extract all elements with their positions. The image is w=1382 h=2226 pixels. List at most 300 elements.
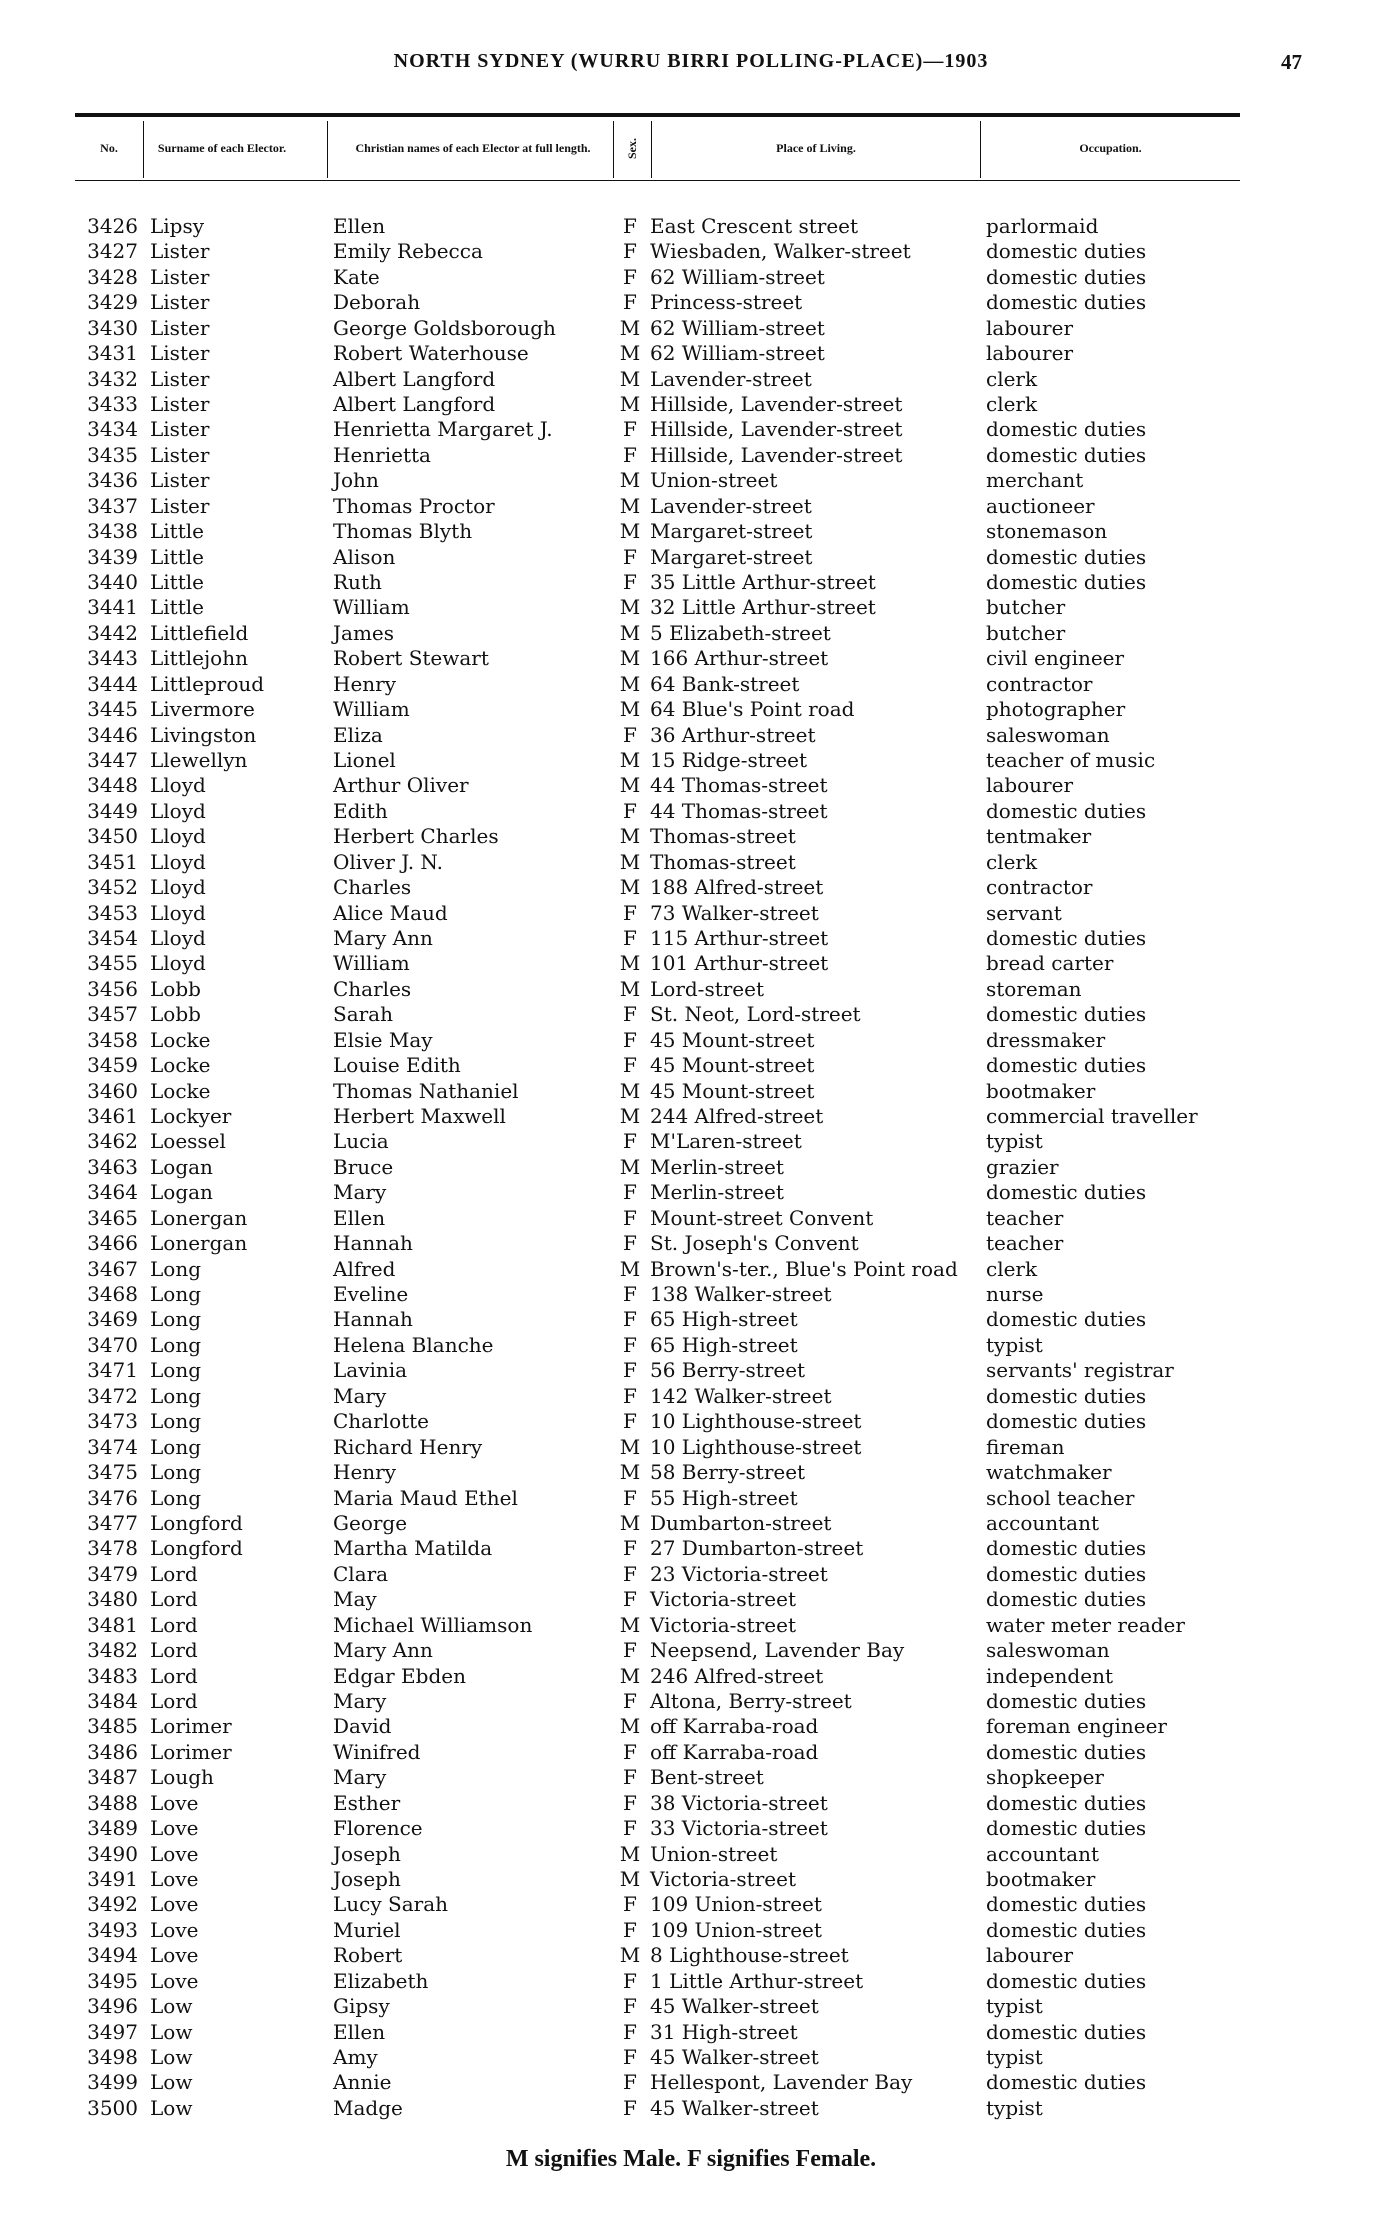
elector-place-of-living: Victoria-street <box>650 1612 796 1637</box>
elector-surname: Love <box>150 1917 199 1942</box>
elector-sex: M <box>619 824 641 849</box>
elector-christian-names: Gipsy <box>333 1994 390 2019</box>
elector-number: 3498 <box>87 2044 138 2069</box>
elector-sex: M <box>619 748 641 773</box>
elector-surname: Littlejohn <box>150 646 248 671</box>
elector-place-of-living: Lavender-street <box>650 366 812 391</box>
elector-occupation: tentmaker <box>986 824 1092 849</box>
elector-number: 3500 <box>87 2095 138 2120</box>
elector-surname: Lister <box>150 315 210 340</box>
elector-occupation: labourer <box>986 315 1074 340</box>
elector-surname: Lister <box>150 341 210 366</box>
table-row <box>0 748 1382 773</box>
elector-number: 3477 <box>87 1510 138 1535</box>
table-row <box>0 545 1382 570</box>
elector-place-of-living: Hillside, Lavender-street <box>650 442 903 467</box>
elector-sex: F <box>623 544 637 569</box>
elector-surname: Livermore <box>150 697 255 722</box>
elector-number: 3480 <box>87 1587 138 1612</box>
elector-christian-names: Herbert Maxwell <box>333 1104 506 1129</box>
table-row <box>0 977 1382 1002</box>
elector-number: 3488 <box>87 1790 138 1815</box>
elector-christian-names: William <box>333 595 410 620</box>
elector-christian-names: Mary <box>333 1688 387 1713</box>
elector-christian-names: Richard Henry <box>333 1434 483 1459</box>
elector-occupation: domestic duties <box>986 1688 1147 1713</box>
elector-christian-names: Henrietta <box>333 442 431 467</box>
elector-christian-names: Amy <box>333 2044 378 2069</box>
elector-number: 3495 <box>87 1968 138 1993</box>
elector-surname: Logan <box>150 1180 213 1205</box>
elector-place-of-living: 244 Alfred-street <box>650 1104 824 1129</box>
table-row <box>0 1333 1382 1358</box>
elector-occupation: domestic duties <box>986 1892 1147 1917</box>
elector-sex: M <box>619 493 641 518</box>
elector-occupation: butcher <box>986 595 1066 620</box>
elector-sex: F <box>623 2095 637 2120</box>
elector-place-of-living: Brown's-ter., Blue's Point road <box>650 1256 958 1281</box>
page-header <box>0 50 1382 80</box>
elector-occupation: domestic duties <box>986 798 1147 823</box>
elector-christian-names: Alice Maud <box>333 900 448 925</box>
elector-number: 3481 <box>87 1612 138 1637</box>
elector-place-of-living: East Crescent street <box>650 214 859 238</box>
elector-occupation: labourer <box>986 773 1074 798</box>
table-row <box>0 1536 1382 1561</box>
table-row <box>0 1053 1382 1078</box>
elector-number: 3489 <box>87 1816 138 1841</box>
column-header-surname: Surname of each Elector. <box>157 141 287 155</box>
elector-number: 3426 <box>87 214 138 238</box>
elector-christian-names: Thomas Nathaniel <box>333 1078 519 1103</box>
elector-occupation: domestic duties <box>986 1383 1147 1408</box>
elector-number: 3460 <box>87 1078 138 1103</box>
table-row <box>0 1002 1382 1027</box>
elector-surname: Lorimer <box>150 1739 232 1764</box>
table-row <box>0 468 1382 493</box>
elector-sex: F <box>623 1485 637 1510</box>
elector-sex: M <box>619 773 641 798</box>
elector-place-of-living: 33 Victoria-street <box>650 1816 828 1841</box>
elector-number: 3437 <box>87 493 138 518</box>
elector-surname: Lister <box>150 239 210 264</box>
elector-place-of-living: Lavender-street <box>650 493 812 518</box>
table-row <box>0 239 1382 264</box>
elector-surname: Lord <box>150 1587 198 1612</box>
elector-occupation: typist <box>986 1332 1043 1357</box>
table-row <box>0 1714 1382 1739</box>
elector-occupation: domestic duties <box>986 1180 1147 1205</box>
table-row <box>0 1435 1382 1460</box>
elector-sex: F <box>623 926 637 951</box>
elector-surname: Longford <box>150 1510 243 1535</box>
elector-sex: F <box>623 264 637 289</box>
elector-christian-names: Annie <box>333 2070 392 2095</box>
elector-sex: M <box>619 646 641 671</box>
elector-christian-names: William <box>333 951 410 976</box>
elector-occupation: labourer <box>986 1943 1074 1968</box>
elector-sex: F <box>623 2019 637 2044</box>
elector-place-of-living: 23 Victoria-street <box>650 1561 828 1586</box>
table-row <box>0 1994 1382 2019</box>
elector-occupation: school teacher <box>986 1485 1135 1510</box>
table-row <box>0 646 1382 671</box>
elector-occupation: domestic duties <box>986 1053 1147 1078</box>
elector-occupation: typist <box>986 1994 1043 2019</box>
elector-sex: F <box>623 1053 637 1078</box>
elector-number: 3469 <box>87 1307 138 1332</box>
elector-sex: F <box>623 900 637 925</box>
elector-occupation: teacher <box>986 1205 1064 1230</box>
elector-place-of-living: 65 High-street <box>650 1332 798 1357</box>
column-divider <box>327 121 328 178</box>
elector-surname: Long <box>150 1460 202 1485</box>
elector-surname: Lister <box>150 493 210 518</box>
elector-sex: F <box>623 1917 637 1942</box>
table-row <box>0 1892 1382 1917</box>
elector-sex: F <box>623 1282 637 1307</box>
table-row <box>0 723 1382 748</box>
elector-place-of-living: 65 High-street <box>650 1307 798 1332</box>
elector-sex: F <box>623 2070 637 2095</box>
elector-number: 3493 <box>87 1917 138 1942</box>
elector-surname: Lipsy <box>150 214 205 238</box>
elector-surname: Love <box>150 1816 199 1841</box>
elector-place-of-living: 188 Alfred-street <box>650 875 824 900</box>
elector-christian-names: Robert Stewart <box>333 646 489 671</box>
elector-number: 3450 <box>87 824 138 849</box>
elector-place-of-living: M'Laren-street <box>650 1129 802 1154</box>
table-row <box>0 1180 1382 1205</box>
elector-christian-names: Winifred <box>333 1739 421 1764</box>
table-row <box>0 1409 1382 1434</box>
elector-occupation: parlormaid <box>986 214 1099 238</box>
elector-christian-names: Ellen <box>333 1205 386 1230</box>
elector-surname: Longford <box>150 1536 243 1561</box>
table-row <box>0 1842 1382 1867</box>
column-header-no: No. <box>100 141 118 155</box>
elector-place-of-living: 62 William-street <box>650 315 825 340</box>
table-row <box>0 1384 1382 1409</box>
elector-sex: F <box>623 1002 637 1027</box>
elector-number: 3438 <box>87 519 138 544</box>
elector-surname: Lonergan <box>150 1205 248 1230</box>
elector-sex: F <box>623 1790 637 1815</box>
elector-number: 3487 <box>87 1765 138 1790</box>
elector-surname: Lloyd <box>150 900 206 925</box>
elector-sex: M <box>619 1943 641 1968</box>
elector-sex: F <box>623 1968 637 1993</box>
elector-occupation: saleswoman <box>986 1638 1110 1663</box>
elector-place-of-living: Bent-street <box>650 1765 764 1790</box>
elector-sex: F <box>623 1816 637 1841</box>
table-row <box>0 1664 1382 1689</box>
elector-surname: Little <box>150 595 204 620</box>
table-row <box>0 1231 1382 1256</box>
elector-number: 3490 <box>87 1841 138 1866</box>
elector-surname: Long <box>150 1307 202 1332</box>
elector-surname: Lloyd <box>150 773 206 798</box>
elector-sex: F <box>623 2044 637 2069</box>
table-row <box>0 850 1382 875</box>
elector-surname: Little <box>150 544 204 569</box>
table-row <box>0 1104 1382 1129</box>
elector-sex: F <box>623 722 637 747</box>
elector-occupation: bootmaker <box>986 1866 1096 1891</box>
elector-surname: Lloyd <box>150 824 206 849</box>
elector-christian-names: Eliza <box>333 722 383 747</box>
elector-sex: M <box>619 1104 641 1129</box>
elector-place-of-living: 10 Lighthouse-street <box>650 1434 862 1459</box>
elector-number: 3440 <box>87 570 138 595</box>
elector-surname: Lloyd <box>150 875 206 900</box>
table-row <box>0 1486 1382 1511</box>
elector-christian-names: Mary <box>333 1383 387 1408</box>
elector-sex: M <box>619 671 641 696</box>
elector-place-of-living: 138 Walker-street <box>650 1282 832 1307</box>
table-row <box>0 2070 1382 2095</box>
elector-place-of-living: 166 Arthur-street <box>650 646 829 671</box>
elector-christian-names: Alfred <box>333 1256 396 1281</box>
elector-christian-names: James <box>333 620 395 645</box>
elector-place-of-living: St. Neot, Lord-street <box>650 1002 861 1027</box>
elector-surname: Low <box>150 1994 193 2019</box>
elector-place-of-living: Margaret-street <box>650 519 813 544</box>
elector-occupation: accountant <box>986 1510 1100 1535</box>
elector-occupation: contractor <box>986 875 1093 900</box>
table-row <box>0 1740 1382 1765</box>
elector-number: 3444 <box>87 671 138 696</box>
elector-christian-names: Joseph <box>333 1866 401 1891</box>
table-row <box>0 1969 1382 1994</box>
elector-sex: M <box>619 1714 641 1739</box>
elector-number: 3434 <box>87 417 138 442</box>
elector-christian-names: Thomas Proctor <box>333 493 495 518</box>
elector-christian-names: Sarah <box>333 1002 393 1027</box>
table-row <box>0 621 1382 646</box>
elector-christian-names: Albert Langford <box>333 366 496 391</box>
elector-sex: F <box>623 798 637 823</box>
elector-occupation: clerk <box>986 366 1038 391</box>
page-title: NORTH SYDNEY (WURRU BIRRI POLLING-PLACE)—1903 <box>393 50 989 72</box>
elector-place-of-living: 5 Elizabeth-street <box>650 620 831 645</box>
elector-occupation: civil engineer <box>986 646 1125 671</box>
elector-place-of-living: Union-street <box>650 468 778 493</box>
elector-occupation: domestic duties <box>986 417 1147 442</box>
elector-occupation: domestic duties <box>986 544 1147 569</box>
elector-place-of-living: 15 Ridge-street <box>650 748 808 773</box>
elector-christian-names: Eveline <box>333 1282 409 1307</box>
table-row <box>0 1079 1382 1104</box>
elector-surname: Lonergan <box>150 1231 248 1256</box>
elector-christian-names: William <box>333 697 410 722</box>
table-row <box>0 1129 1382 1154</box>
elector-christian-names: May <box>333 1587 377 1612</box>
table-row <box>0 1791 1382 1816</box>
elector-place-of-living: 45 Walker-street <box>650 2044 819 2069</box>
elector-place-of-living: 10 Lighthouse-street <box>650 1409 862 1434</box>
elector-christian-names: Lionel <box>333 748 396 773</box>
column-header-occupation: Occupation. <box>1079 141 1142 155</box>
elector-christian-names: Muriel <box>333 1917 401 1942</box>
elector-occupation: bread carter <box>986 951 1114 976</box>
elector-christian-names: Ellen <box>333 2019 386 2044</box>
elector-number: 3484 <box>87 1688 138 1713</box>
elector-occupation: domestic duties <box>986 290 1147 315</box>
elector-surname: Lord <box>150 1638 198 1663</box>
elector-place-of-living: Mount-street Convent <box>650 1205 874 1230</box>
elector-surname: Little <box>150 570 204 595</box>
elector-occupation: typist <box>986 2044 1043 2069</box>
elector-sex: M <box>619 1434 641 1459</box>
table-row <box>0 875 1382 900</box>
elector-number: 3441 <box>87 595 138 620</box>
elector-occupation: watchmaker <box>986 1460 1112 1485</box>
elector-surname: Lister <box>150 392 210 416</box>
elector-place-of-living: Hellespont, Lavender Bay <box>650 2070 913 2095</box>
elector-occupation: merchant <box>986 468 1084 493</box>
elector-place-of-living: 73 Walker-street <box>650 900 819 925</box>
elector-christian-names: Elizabeth <box>333 1968 429 1993</box>
table-row <box>0 799 1382 824</box>
elector-occupation: foreman engineer <box>986 1714 1167 1739</box>
elector-surname: Love <box>150 1841 199 1866</box>
elector-christian-names: Charles <box>333 976 412 1001</box>
elector-surname: Littlefield <box>150 620 249 645</box>
elector-sex: M <box>619 620 641 645</box>
elector-place-of-living: 109 Union-street <box>650 1917 822 1942</box>
elector-occupation: domestic duties <box>986 1816 1147 1841</box>
elector-number: 3433 <box>87 392 138 416</box>
elector-number: 3497 <box>87 2019 138 2044</box>
elector-place-of-living: 31 High-street <box>650 2019 798 2044</box>
column-header-sex-label: Sex. <box>625 138 639 159</box>
elector-number: 3466 <box>87 1231 138 1256</box>
elector-christian-names: Robert <box>333 1943 403 1968</box>
elector-number: 3429 <box>87 290 138 315</box>
elector-place-of-living: 45 Walker-street <box>650 2095 819 2120</box>
elector-sex: F <box>623 1536 637 1561</box>
table-row <box>0 1257 1382 1282</box>
elector-place-of-living: Lord-street <box>650 976 765 1001</box>
table-row <box>0 1282 1382 1307</box>
elector-christian-names: Maria Maud Ethel <box>333 1485 518 1510</box>
elector-sex: F <box>623 239 637 264</box>
elector-sex: F <box>623 1409 637 1434</box>
table-row <box>0 1689 1382 1714</box>
table-row <box>0 1511 1382 1536</box>
table-row <box>0 1867 1382 1892</box>
elector-christian-names: George <box>333 1510 408 1535</box>
elector-occupation: commercial traveller <box>986 1104 1198 1129</box>
elector-number: 3436 <box>87 468 138 493</box>
table-row <box>0 1358 1382 1383</box>
elector-sex: M <box>619 341 641 366</box>
elector-occupation: domestic duties <box>986 1790 1147 1815</box>
elector-place-of-living: Merlin-street <box>650 1180 784 1205</box>
column-headers <box>75 117 1240 180</box>
table-row <box>0 1918 1382 1943</box>
elector-christian-names: Alison <box>333 544 396 569</box>
elector-number: 3453 <box>87 900 138 925</box>
elector-number: 3471 <box>87 1358 138 1383</box>
elector-place-of-living: Neepsend, Lavender Bay <box>650 1638 905 1663</box>
elector-sex: F <box>623 1739 637 1764</box>
elector-number: 3458 <box>87 1027 138 1052</box>
elector-number: 3447 <box>87 748 138 773</box>
elector-surname: Lorimer <box>150 1714 232 1739</box>
elector-sex: F <box>623 1180 637 1205</box>
elector-surname: Lord <box>150 1561 198 1586</box>
elector-surname: Locke <box>150 1027 211 1052</box>
elector-place-of-living: 109 Union-street <box>650 1892 822 1917</box>
elector-number: 3451 <box>87 849 138 874</box>
elector-occupation: domestic duties <box>986 442 1147 467</box>
elector-number: 3459 <box>87 1053 138 1078</box>
elector-christian-names: Esther <box>333 1790 401 1815</box>
elector-christian-names: Thomas Blyth <box>333 519 473 544</box>
elector-place-of-living: Margaret-street <box>650 544 813 569</box>
elector-christian-names: Deborah <box>333 290 421 315</box>
elector-place-of-living: St. Joseph's Convent <box>650 1231 859 1256</box>
elector-place-of-living: Hillside, Lavender-street <box>650 392 903 416</box>
elector-place-of-living: 45 Mount-street <box>650 1053 815 1078</box>
elector-occupation: bootmaker <box>986 1078 1096 1103</box>
elector-christian-names: Martha Matilda <box>333 1536 493 1561</box>
elector-occupation: domestic duties <box>986 926 1147 951</box>
elector-occupation: shopkeeper <box>986 1765 1104 1790</box>
elector-sex: F <box>623 1765 637 1790</box>
elector-sex: M <box>619 519 641 544</box>
elector-surname: Lobb <box>150 976 201 1001</box>
elector-sex: F <box>623 417 637 442</box>
table-row <box>0 697 1382 722</box>
elector-occupation: fireman <box>986 1434 1065 1459</box>
elector-sex: F <box>623 570 637 595</box>
elector-number: 3445 <box>87 697 138 722</box>
elector-sex: M <box>619 1460 641 1485</box>
elector-number: 3478 <box>87 1536 138 1561</box>
elector-surname: Lord <box>150 1688 198 1713</box>
elector-occupation: domestic duties <box>986 1739 1147 1764</box>
elector-sex: M <box>619 1078 641 1103</box>
elector-christian-names: Charles <box>333 875 412 900</box>
elector-surname: Long <box>150 1409 202 1434</box>
elector-number: 3432 <box>87 366 138 391</box>
elector-surname: Low <box>150 2019 193 2044</box>
elector-sex: F <box>623 1332 637 1357</box>
elector-sex: M <box>619 1612 641 1637</box>
elector-surname: Long <box>150 1256 202 1281</box>
elector-number: 3454 <box>87 926 138 951</box>
elector-christian-names: Hannah <box>333 1307 413 1332</box>
elector-sex: M <box>619 468 641 493</box>
elector-sex: M <box>619 875 641 900</box>
table-row <box>0 570 1382 595</box>
elector-surname: Livingston <box>150 722 257 747</box>
elector-surname: Lloyd <box>150 951 206 976</box>
elector-number: 3446 <box>87 722 138 747</box>
elector-occupation: domestic duties <box>986 1561 1147 1586</box>
elector-occupation: domestic duties <box>986 570 1147 595</box>
elector-sex: M <box>619 1154 641 1179</box>
elector-occupation: typist <box>986 2095 1043 2120</box>
elector-place-of-living: 58 Berry-street <box>650 1460 806 1485</box>
elector-occupation: dressmaker <box>986 1027 1106 1052</box>
elector-number: 3467 <box>87 1256 138 1281</box>
elector-surname: Lord <box>150 1612 198 1637</box>
table-row <box>0 1562 1382 1587</box>
